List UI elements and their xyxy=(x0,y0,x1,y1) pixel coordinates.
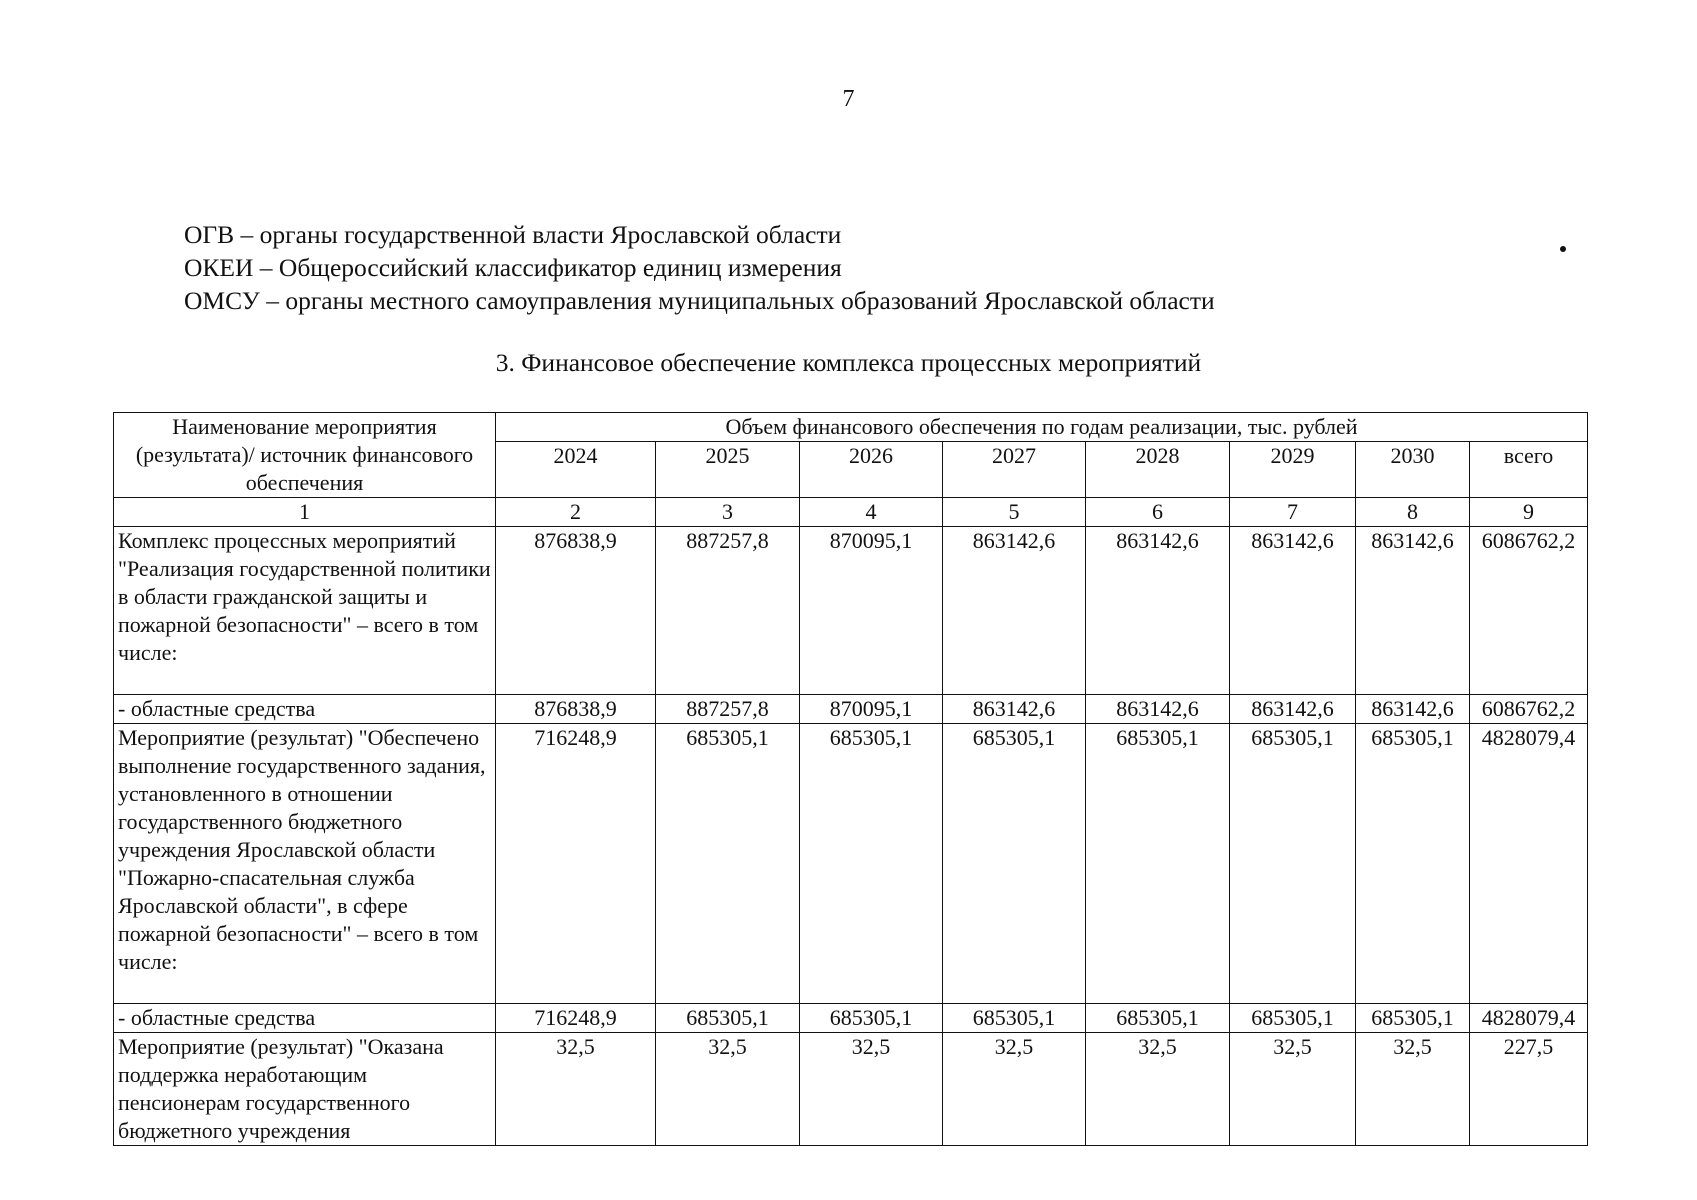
column-number-cell: 3 xyxy=(656,498,800,527)
value-cell: 685305,1 xyxy=(1230,1004,1356,1033)
header-year-cell: 2026 xyxy=(800,442,943,498)
value-cell: 685305,1 xyxy=(656,1004,800,1033)
value-cell: 876838,9 xyxy=(496,695,656,724)
table-row xyxy=(114,1033,1588,1146)
column-number-cell: 4 xyxy=(800,498,943,527)
value-cell: 685305,1 xyxy=(1230,724,1356,1004)
abbreviation-omsu: ОМСУ – органы местного самоуправления муниципальных образований Ярославской области xyxy=(184,286,1215,315)
section-title: 3. Финансовое обеспечение комплекса процессных мероприятий xyxy=(495,348,1202,377)
value-cell: 32,5 xyxy=(800,1033,943,1146)
table-row xyxy=(114,527,1588,695)
value-cell: 6086762,2 xyxy=(1470,527,1588,695)
header-year-cell: 2030 xyxy=(1356,442,1470,498)
abbreviation-okei: ОКЕИ – Общероссийский классификатор единиц измерения xyxy=(184,253,842,282)
header-year-cell: 2028 xyxy=(1086,442,1230,498)
header-total-cell: всего xyxy=(1470,442,1588,498)
value-cell: 32,5 xyxy=(943,1033,1086,1146)
abbreviation-ogv: ОГВ – органы государственной власти Ярославской области xyxy=(184,220,842,249)
row-name-cell: - областные средства xyxy=(114,1004,496,1033)
value-cell: 32,5 xyxy=(1230,1033,1356,1146)
value-cell: 685305,1 xyxy=(800,724,943,1004)
value-cell: 716248,9 xyxy=(496,1004,656,1033)
column-number-cell: 2 xyxy=(496,498,656,527)
value-cell: 863142,6 xyxy=(1086,527,1230,695)
row-name-cell: Мероприятие (результат) "Оказана поддержка неработающим пенсионерам государственного бюджетного учреждения xyxy=(114,1033,496,1146)
value-cell: 685305,1 xyxy=(943,724,1086,1004)
table-row xyxy=(114,724,1588,1004)
value-cell: 685305,1 xyxy=(1086,724,1230,1004)
column-number-cell: 6 xyxy=(1086,498,1230,527)
value-cell: 863142,6 xyxy=(1230,527,1356,695)
column-number-cell: 1 xyxy=(114,498,496,527)
value-cell: 887257,8 xyxy=(656,695,800,724)
value-cell: 685305,1 xyxy=(1356,724,1470,1004)
value-cell: 685305,1 xyxy=(656,724,800,1004)
row-name-cell: - областные средства xyxy=(114,695,496,724)
value-cell: 32,5 xyxy=(656,1033,800,1146)
header-group-cell: Объем финансового обеспечения по годам реализации, тыс. рублей xyxy=(496,413,1588,442)
table-row xyxy=(114,1004,1588,1033)
column-number-cell: 8 xyxy=(1356,498,1470,527)
value-cell: 863142,6 xyxy=(943,695,1086,724)
value-cell: 6086762,2 xyxy=(1470,695,1588,724)
value-cell: 4828079,4 xyxy=(1470,1004,1588,1033)
value-cell: 863142,6 xyxy=(1086,695,1230,724)
header-name-cell: Наименование мероприятия (результата)/ источник финансового обеспечения xyxy=(114,413,496,498)
value-cell: 870095,1 xyxy=(800,527,943,695)
margin-dot xyxy=(1560,246,1566,252)
page-number: 7 xyxy=(842,86,855,112)
column-number-cell: 7 xyxy=(1230,498,1356,527)
value-cell: 870095,1 xyxy=(800,695,943,724)
value-cell: 32,5 xyxy=(1086,1033,1230,1146)
header-year-cell: 2027 xyxy=(943,442,1086,498)
column-number-row xyxy=(114,498,1588,527)
value-cell: 685305,1 xyxy=(800,1004,943,1033)
value-cell: 863142,6 xyxy=(1356,527,1470,695)
value-cell: 863142,6 xyxy=(1356,695,1470,724)
column-number-cell: 5 xyxy=(943,498,1086,527)
header-year-cell: 2024 xyxy=(496,442,656,498)
value-cell: 227,5 xyxy=(1470,1033,1588,1146)
table-row xyxy=(114,695,1588,724)
value-cell: 863142,6 xyxy=(943,527,1086,695)
financing-table xyxy=(113,412,1588,1146)
value-cell: 876838,9 xyxy=(496,527,656,695)
header-year-cell: 2025 xyxy=(656,442,800,498)
value-cell: 4828079,4 xyxy=(1470,724,1588,1004)
abbreviation-list xyxy=(184,218,1215,317)
value-cell: 32,5 xyxy=(496,1033,656,1146)
row-name-cell: Комплекс процессных мероприятий "Реализация государственной политики в области гражданской защиты и пожарной безопасности" – всего в том числе: xyxy=(114,527,496,695)
value-cell: 863142,6 xyxy=(1230,695,1356,724)
value-cell: 716248,9 xyxy=(496,724,656,1004)
value-cell: 685305,1 xyxy=(943,1004,1086,1033)
value-cell: 887257,8 xyxy=(656,527,800,695)
column-number-cell: 9 xyxy=(1470,498,1588,527)
row-name-cell: Мероприятие (результат) "Обеспечено выполнение государственного задания, установленного в отношении государственного бюджетного учреждения Ярославской области "Пожарно-спасательная служба Ярославской области", в сфере пожарной безопасности" – всего в том числе: xyxy=(114,724,496,1004)
value-cell: 685305,1 xyxy=(1086,1004,1230,1033)
header-year-cell: 2029 xyxy=(1230,442,1356,498)
value-cell: 685305,1 xyxy=(1356,1004,1470,1033)
value-cell: 32,5 xyxy=(1356,1033,1470,1146)
